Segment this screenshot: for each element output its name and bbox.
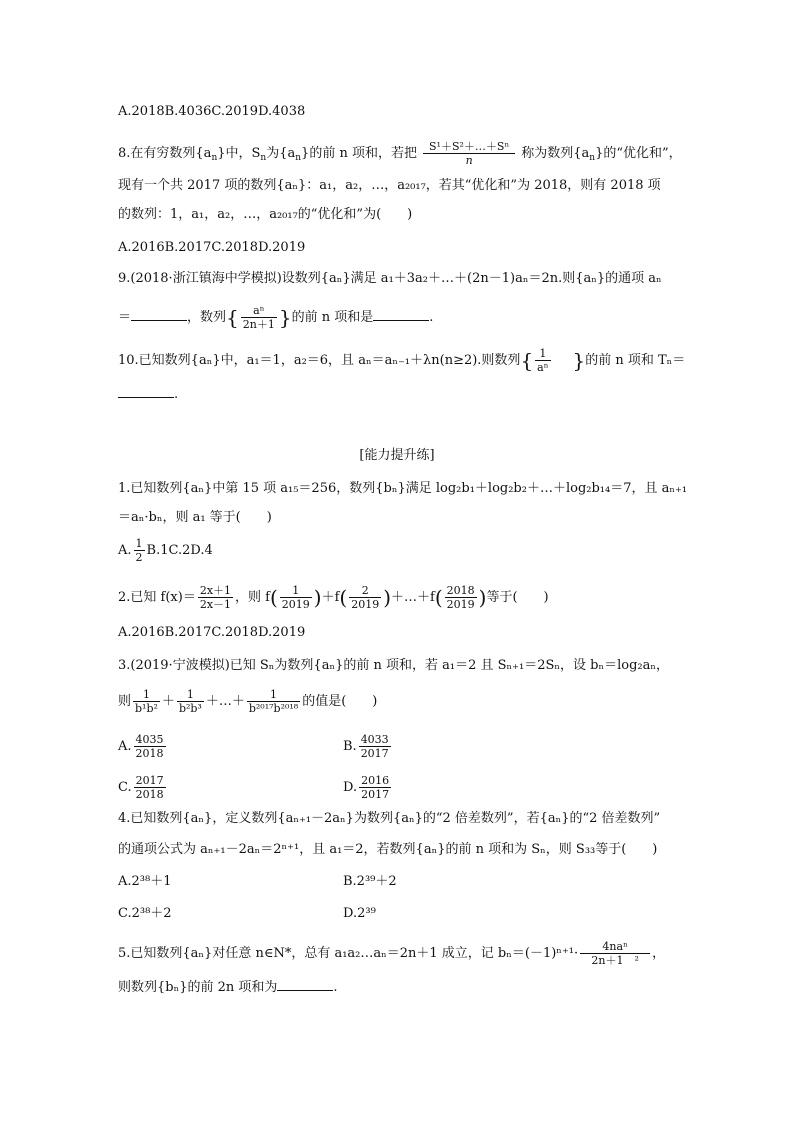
answer-blank bbox=[131, 308, 187, 321]
q9-line-2: ＝ ，数列{ $\frac{\text{aⁿ}}{2n+1}$ }的前 n 项和是 . bbox=[118, 304, 434, 331]
p2-line-1: 2.已知 f(x)＝ $\frac{2x+1}{2x-1}$ ，则 f( $\frac{1}{2019}$ )＋f( $\frac{2}{2019}$ )＋…＋f( $\frac{2018}{2019}$ )等于( ) bbox=[118, 584, 549, 611]
p1-line-2: ＝aₙ·bₙ，则 a₁ 等于( ) bbox=[118, 510, 272, 525]
answer-blank bbox=[277, 978, 333, 991]
q9-fraction: $\frac{\text{aⁿ}}{2n+1}$ bbox=[242, 304, 275, 331]
p3-option-d: D. $\frac{2016}{2017}$ bbox=[343, 774, 390, 801]
q10-fraction: $\frac{1}{\text{aⁿ}}$ bbox=[537, 347, 549, 374]
p2-options: A.2016B.2017C.2018D.2019 bbox=[118, 625, 306, 640]
q8-line-3: 的数列：1，a₁，a₂，…，a₂₀₁₇的“优化和”为( ) bbox=[118, 207, 413, 222]
q8-options: A.2016B.2017C.2018D.2019 bbox=[118, 240, 306, 255]
p3-line-2: 则 $\frac{1}{\text{b¹b²}}$ ＋ $\frac{1}{\text{b²b³}}$ ＋…＋ $\frac{1}{\text{b²⁰¹⁷b²⁰¹⁸}}$ 的值是( ) bbox=[118, 688, 378, 715]
p3-option-b: B. $\frac{4033}{2017}$ bbox=[343, 733, 389, 760]
p1-line-1: 1.已知数列{aₙ}中第 15 项 a₁₅＝256，数列{bₙ}满足 log₂b₁＋log₂b₂＋…＋log₂b₁₄＝7，且 aₙ₊₁ bbox=[118, 481, 688, 496]
q8-line-1: 8.在有穷数列$\{a_n\}$中，$S_n$为$\{a_n\}$的前 n 项和，若把 $\frac{\text{S¹＋S²＋…＋Sⁿ}}{n}$ 称为数列$\{a_n\}$的“优化和”， bbox=[118, 140, 682, 167]
p1-options: A. $\frac{1}{2}$ B.1C.2D.4 bbox=[118, 537, 213, 564]
q8-line-2: 现有一个共 2017 项的数列{aₙ}：a₁，a₂，…，a₂₀₁₇，若其“优化和”为 2018，则有 2018 项 bbox=[118, 178, 661, 193]
section-title: [能力提升练] bbox=[359, 448, 435, 463]
q10-line-1: 10.已知数列{aₙ}中，a₁＝1，a₂＝6，且 aₙ＝aₙ₋₁＋λn(n≥2).则数列{ $\frac{1}{\text{aⁿ}}$ }的前 n 项和 Tₙ＝ bbox=[118, 347, 686, 374]
p4-option-d: D.2³⁹ bbox=[343, 906, 376, 921]
q8-fraction: $\frac{\text{S¹＋S²＋…＋Sⁿ}}{n}$ bbox=[423, 140, 515, 167]
q10-line-2: . bbox=[118, 385, 178, 404]
q9-line-1: 9.(2018·浙江镇海中学模拟)设数列{aₙ}满足 a₁＋3a₂＋…＋(2n－1)aₙ＝2n.则{aₙ}的通项 aₙ bbox=[118, 271, 662, 286]
p3-line-1: 3.(2019·宁波模拟)已知 Sₙ为数列{aₙ}的前 n 项和，若 a₁＝2 且 Sₙ₊₁＝2Sₙ，设 bₙ＝log₂aₙ， bbox=[118, 658, 669, 673]
p3-option-a: A. $\frac{4035}{2018}$ bbox=[118, 733, 164, 760]
p4-line-2: 的通项公式为 aₙ₊₁－2aₙ＝2ⁿ⁺¹，且 a₁＝2，若数列{aₙ}的前 n 项和为 Sₙ，则 S₃₃等于( ) bbox=[118, 842, 658, 857]
p3-option-c: C. $\frac{2017}{2018}$ bbox=[118, 774, 164, 801]
p4-option-c: C.2³⁸＋2 bbox=[118, 906, 172, 921]
q7-options: A.2018B.4036C.2019D.4038 bbox=[118, 104, 306, 119]
p4-option-a: A.2³⁸＋1 bbox=[118, 874, 172, 889]
answer-blank bbox=[373, 308, 429, 321]
answer-blank bbox=[118, 385, 174, 398]
p4-line-1: 4.已知数列{aₙ}，定义数列{aₙ₊₁－2aₙ}为数列{aₙ}的“2 倍差数列”，若{aₙ}的“2 倍差数列” bbox=[118, 811, 661, 826]
p5-line-1: 5.已知数列{aₙ}对任意 n∈N*，总有 a₁a₂…aₙ＝2n＋1 成立，记 bₙ＝(－1)ⁿ⁺¹· $\frac{\text{4naⁿ}}{\text{2n＋1 ²}}$ ， bbox=[118, 940, 666, 967]
p4-option-b: B.2³⁹＋2 bbox=[343, 874, 397, 889]
p5-line-2: 则数列{bₙ}的前 2n 项和为 . bbox=[118, 980, 338, 995]
